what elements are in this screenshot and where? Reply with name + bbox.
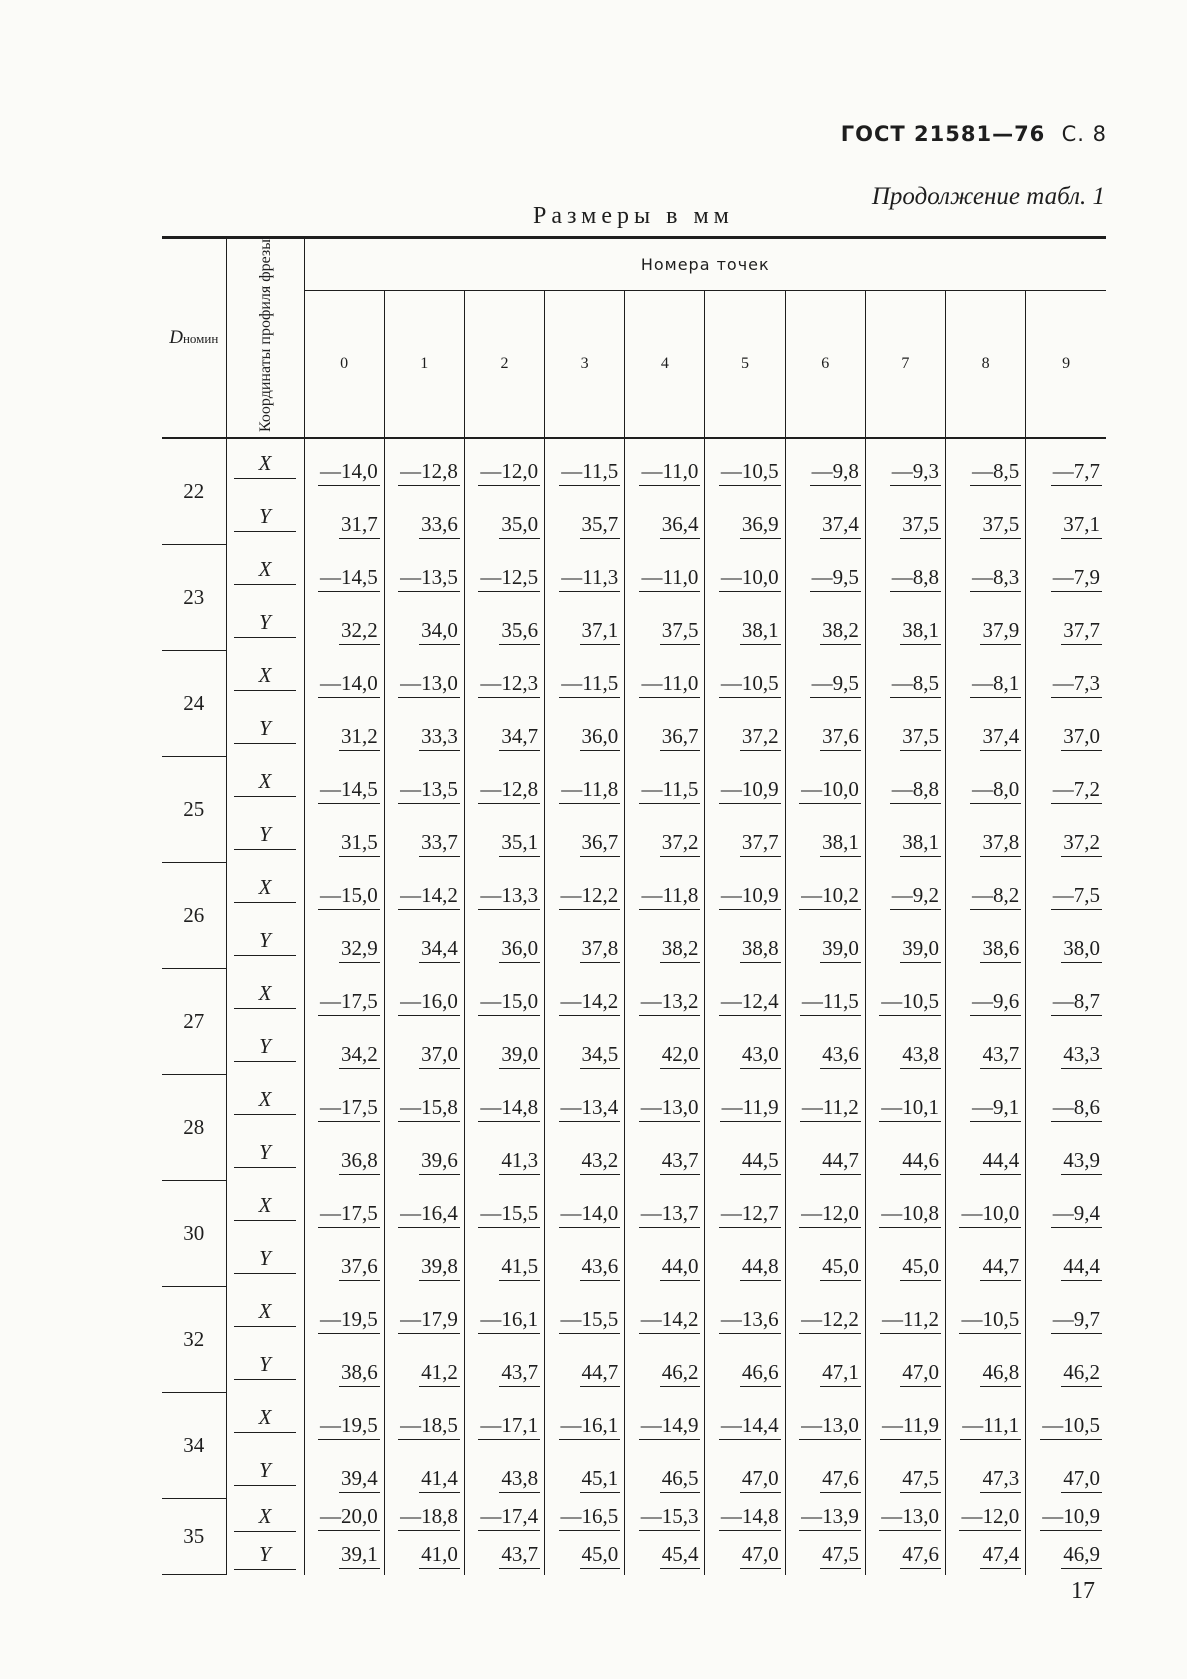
value-cell: —14,5 xyxy=(304,545,384,598)
value-cell: 38,6 xyxy=(304,1340,384,1393)
table-row xyxy=(162,863,1106,916)
value-cell: —18,5 xyxy=(384,1393,464,1446)
table-row xyxy=(162,1393,1106,1446)
value-cell: 34,4 xyxy=(384,916,464,969)
d-nominal-cell: 32 xyxy=(162,1287,226,1393)
value-cell: 47,5 xyxy=(865,1446,945,1499)
value-cell: 36,8 xyxy=(304,1128,384,1181)
value-cell: 38,2 xyxy=(785,598,865,651)
d-nominal-cell: 28 xyxy=(162,1075,226,1181)
coordinate-label-cell: X xyxy=(226,969,304,1022)
value-cell: 31,5 xyxy=(304,810,384,863)
value-cell: 38,0 xyxy=(1026,916,1106,969)
value-cell: 39,0 xyxy=(865,916,945,969)
value-cell: 44,4 xyxy=(946,1128,1026,1181)
value-cell: 37,8 xyxy=(946,810,1026,863)
value-cell: 47,4 xyxy=(946,1537,1026,1575)
value-cell: —14,2 xyxy=(545,969,625,1022)
value-cell: 47,0 xyxy=(1026,1446,1106,1499)
value-cell: —10,5 xyxy=(865,969,945,1022)
value-cell: 43,8 xyxy=(865,1022,945,1075)
value-cell: —17,5 xyxy=(304,1075,384,1128)
value-cell: 31,7 xyxy=(304,492,384,545)
value-cell: —9,7 xyxy=(1026,1287,1106,1340)
value-cell: —8,5 xyxy=(946,438,1026,492)
value-cell: —9,5 xyxy=(785,545,865,598)
value-cell: 37,5 xyxy=(865,704,945,757)
value-cell: —10,9 xyxy=(705,863,785,916)
value-cell: —12,5 xyxy=(464,545,544,598)
value-cell: —11,0 xyxy=(625,651,705,704)
value-cell: 32,9 xyxy=(304,916,384,969)
page-ref: С. 8 xyxy=(1061,122,1107,146)
value-cell: 38,2 xyxy=(625,916,705,969)
coordinate-label-cell: X xyxy=(226,1181,304,1234)
value-cell: —7,2 xyxy=(1026,757,1106,810)
value-cell: 47,6 xyxy=(865,1537,945,1575)
value-cell: —16,0 xyxy=(384,969,464,1022)
value-cell: 36,0 xyxy=(545,704,625,757)
value-cell: 37,5 xyxy=(865,492,945,545)
coordinate-label-cell: Y xyxy=(226,1234,304,1287)
value-cell: —16,1 xyxy=(464,1287,544,1340)
value-cell: —12,8 xyxy=(464,757,544,810)
value-cell: 41,4 xyxy=(384,1446,464,1499)
d-nominal-cell: 25 xyxy=(162,757,226,863)
table-row xyxy=(162,1287,1106,1340)
d-nominal-cell: 22 xyxy=(162,438,226,545)
value-cell: 47,3 xyxy=(946,1446,1026,1499)
value-cell: 35,1 xyxy=(464,810,544,863)
d-nominal-header: Dномин xyxy=(162,238,226,438)
coordinate-label-cell: Y xyxy=(226,1340,304,1393)
value-cell: 46,5 xyxy=(625,1446,705,1499)
coordinate-label-cell: X xyxy=(226,1393,304,1446)
value-cell: 43,6 xyxy=(785,1022,865,1075)
value-cell: 38,6 xyxy=(946,916,1026,969)
value-cell: —11,1 xyxy=(946,1393,1026,1446)
value-cell: —8,3 xyxy=(946,545,1026,598)
value-cell: —13,9 xyxy=(785,1499,865,1537)
value-cell: 39,0 xyxy=(464,1022,544,1075)
value-cell: 47,0 xyxy=(865,1340,945,1393)
value-cell: 39,1 xyxy=(304,1537,384,1575)
value-cell: —10,1 xyxy=(865,1075,945,1128)
value-cell: 37,4 xyxy=(785,492,865,545)
value-cell: 45,1 xyxy=(545,1446,625,1499)
value-cell: —13,0 xyxy=(625,1075,705,1128)
value-cell: —19,5 xyxy=(304,1393,384,1446)
value-cell: 37,7 xyxy=(1026,598,1106,651)
coordinate-label-cell: X xyxy=(226,1075,304,1128)
value-cell: —9,1 xyxy=(946,1075,1026,1128)
value-cell: 46,2 xyxy=(1026,1340,1106,1393)
units-caption: Размеры в мм xyxy=(533,203,734,229)
coordinate-label-cell: Y xyxy=(226,1537,304,1575)
value-cell: 38,1 xyxy=(865,810,945,863)
value-cell: —11,5 xyxy=(545,651,625,704)
value-cell: 43,7 xyxy=(625,1128,705,1181)
table-row xyxy=(162,1128,1106,1181)
value-cell: 43,0 xyxy=(705,1022,785,1075)
table-row xyxy=(162,492,1106,545)
value-cell: —9,5 xyxy=(785,651,865,704)
value-cell: 37,0 xyxy=(384,1022,464,1075)
value-cell: —10,0 xyxy=(705,545,785,598)
page-number: 17 xyxy=(1071,1578,1095,1604)
table-row xyxy=(162,598,1106,651)
value-cell: —13,7 xyxy=(625,1181,705,1234)
value-cell: 34,0 xyxy=(384,598,464,651)
value-cell: —9,3 xyxy=(865,438,945,492)
value-cell: —15,0 xyxy=(464,969,544,1022)
value-cell: —12,7 xyxy=(705,1181,785,1234)
value-cell: 43,9 xyxy=(1026,1128,1106,1181)
coordinate-header: Координаты профиля фрезы xyxy=(226,238,304,438)
table-row xyxy=(162,704,1106,757)
value-cell: —8,0 xyxy=(946,757,1026,810)
value-cell: 37,4 xyxy=(946,704,1026,757)
value-cell: —10,5 xyxy=(946,1287,1026,1340)
value-cell: —12,8 xyxy=(384,438,464,492)
point-number-header: 1 xyxy=(384,290,464,438)
value-cell: 35,7 xyxy=(545,492,625,545)
value-cell: —14,0 xyxy=(304,438,384,492)
value-cell: 36,0 xyxy=(464,916,544,969)
value-cell: 33,7 xyxy=(384,810,464,863)
value-cell: 37,0 xyxy=(1026,704,1106,757)
value-cell: 44,7 xyxy=(785,1128,865,1181)
value-cell: 36,4 xyxy=(625,492,705,545)
value-cell: 47,5 xyxy=(785,1537,865,1575)
value-cell: 46,6 xyxy=(705,1340,785,1393)
value-cell: —11,2 xyxy=(785,1075,865,1128)
value-cell: —13,6 xyxy=(705,1287,785,1340)
value-cell: 37,6 xyxy=(304,1234,384,1287)
value-cell: 36,7 xyxy=(625,704,705,757)
value-cell: —17,4 xyxy=(464,1499,544,1537)
point-number-header: 7 xyxy=(865,290,945,438)
value-cell: 46,2 xyxy=(625,1340,705,1393)
value-cell: 44,0 xyxy=(625,1234,705,1287)
point-number-header: 2 xyxy=(464,290,544,438)
coordinate-label-cell: Y xyxy=(226,598,304,651)
value-cell: —17,5 xyxy=(304,1181,384,1234)
value-cell: —15,3 xyxy=(625,1499,705,1537)
value-cell: 31,2 xyxy=(304,704,384,757)
value-cell: 47,1 xyxy=(785,1340,865,1393)
value-cell: —13,0 xyxy=(785,1393,865,1446)
coordinate-label-cell: Y xyxy=(226,1128,304,1181)
value-cell: 43,2 xyxy=(545,1128,625,1181)
value-cell: 37,2 xyxy=(625,810,705,863)
value-cell: 35,0 xyxy=(464,492,544,545)
coordinate-label-cell: X xyxy=(226,438,304,492)
value-cell: —15,5 xyxy=(545,1287,625,1340)
coordinate-label-cell: X xyxy=(226,1287,304,1340)
table-row xyxy=(162,438,1106,492)
value-cell: 37,9 xyxy=(946,598,1026,651)
table-row xyxy=(162,1340,1106,1393)
value-cell: —16,5 xyxy=(545,1499,625,1537)
value-cell: —8,6 xyxy=(1026,1075,1106,1128)
value-cell: —12,2 xyxy=(785,1287,865,1340)
standard-header xyxy=(841,122,1107,146)
value-cell: —15,5 xyxy=(464,1181,544,1234)
coordinate-label-cell: X xyxy=(226,863,304,916)
value-cell: —17,9 xyxy=(384,1287,464,1340)
table-continuation-note: Продолжение табл. 1 xyxy=(871,183,1105,210)
value-cell: 44,8 xyxy=(705,1234,785,1287)
coordinates-table xyxy=(162,236,1106,1575)
value-cell: —10,9 xyxy=(1026,1499,1106,1537)
header-row-1 xyxy=(162,238,1106,291)
point-number-header: 5 xyxy=(705,290,785,438)
table-row xyxy=(162,651,1106,704)
point-number-header: 9 xyxy=(1026,290,1106,438)
d-nominal-cell: 34 xyxy=(162,1393,226,1499)
value-cell: —14,8 xyxy=(705,1499,785,1537)
value-cell: 37,6 xyxy=(785,704,865,757)
value-cell: —13,3 xyxy=(464,863,544,916)
value-cell: —12,2 xyxy=(545,863,625,916)
d-nominal-cell: 30 xyxy=(162,1181,226,1287)
table-row xyxy=(162,916,1106,969)
value-cell: —14,9 xyxy=(625,1393,705,1446)
point-number-header: 0 xyxy=(304,290,384,438)
value-cell: —14,0 xyxy=(304,651,384,704)
value-cell: —13,0 xyxy=(865,1499,945,1537)
value-cell: —7,3 xyxy=(1026,651,1106,704)
value-cell: —13,2 xyxy=(625,969,705,1022)
value-cell: —12,3 xyxy=(464,651,544,704)
value-cell: —9,6 xyxy=(946,969,1026,1022)
value-cell: 41,0 xyxy=(384,1537,464,1575)
value-cell: 43,7 xyxy=(946,1022,1026,1075)
value-cell: 38,8 xyxy=(705,916,785,969)
value-cell: —16,1 xyxy=(545,1393,625,1446)
value-cell: —18,8 xyxy=(384,1499,464,1537)
value-cell: —13,4 xyxy=(545,1075,625,1128)
value-cell: —10,2 xyxy=(785,863,865,916)
value-cell: —11,3 xyxy=(545,545,625,598)
value-cell: 43,3 xyxy=(1026,1022,1106,1075)
value-cell: 37,1 xyxy=(1026,492,1106,545)
coordinate-label-cell: X xyxy=(226,545,304,598)
value-cell: 33,6 xyxy=(384,492,464,545)
value-cell: —12,4 xyxy=(705,969,785,1022)
value-cell: —12,0 xyxy=(785,1181,865,1234)
value-cell: 45,4 xyxy=(625,1537,705,1575)
value-cell: 37,2 xyxy=(705,704,785,757)
value-cell: 44,7 xyxy=(946,1234,1026,1287)
value-cell: —10,9 xyxy=(705,757,785,810)
table-row xyxy=(162,810,1106,863)
table-row xyxy=(162,969,1106,1022)
coordinate-label-cell: X xyxy=(226,1499,304,1537)
value-cell: —8,8 xyxy=(865,545,945,598)
d-nominal-cell: 23 xyxy=(162,545,226,651)
table-row xyxy=(162,1075,1106,1128)
d-nominal-cell: 26 xyxy=(162,863,226,969)
value-cell: —10,0 xyxy=(785,757,865,810)
value-cell: —8,2 xyxy=(946,863,1026,916)
coordinate-label-cell: X xyxy=(226,651,304,704)
coordinate-label-cell: Y xyxy=(226,704,304,757)
value-cell: 37,2 xyxy=(1026,810,1106,863)
value-cell: —11,9 xyxy=(705,1075,785,1128)
value-cell: 47,6 xyxy=(785,1446,865,1499)
value-cell: 38,1 xyxy=(705,598,785,651)
coordinate-label-cell: Y xyxy=(226,1446,304,1499)
table-row xyxy=(162,1234,1106,1287)
value-cell: —7,5 xyxy=(1026,863,1106,916)
header-row-2 xyxy=(162,290,1106,438)
value-cell: —14,2 xyxy=(625,1287,705,1340)
value-cell: —9,4 xyxy=(1026,1181,1106,1234)
value-cell: —11,5 xyxy=(625,757,705,810)
value-cell: —9,2 xyxy=(865,863,945,916)
value-cell: 43,7 xyxy=(464,1340,544,1393)
table-row xyxy=(162,1446,1106,1499)
value-cell: —10,5 xyxy=(1026,1393,1106,1446)
d-nominal-cell: 24 xyxy=(162,651,226,757)
value-cell: 43,8 xyxy=(464,1446,544,1499)
value-cell: —16,4 xyxy=(384,1181,464,1234)
value-cell: —14,5 xyxy=(304,757,384,810)
value-cell: 37,1 xyxy=(545,598,625,651)
table-row xyxy=(162,1537,1106,1575)
value-cell: 33,3 xyxy=(384,704,464,757)
value-cell: 38,1 xyxy=(865,598,945,651)
value-cell: —19,5 xyxy=(304,1287,384,1340)
value-cell: 44,4 xyxy=(1026,1234,1106,1287)
value-cell: 47,0 xyxy=(705,1537,785,1575)
value-cell: —7,7 xyxy=(1026,438,1106,492)
value-cell: 39,4 xyxy=(304,1446,384,1499)
value-cell: —15,8 xyxy=(384,1075,464,1128)
value-cell: 32,2 xyxy=(304,598,384,651)
value-cell: —15,0 xyxy=(304,863,384,916)
value-cell: —11,5 xyxy=(545,438,625,492)
value-cell: —11,8 xyxy=(545,757,625,810)
d-nominal-cell: 27 xyxy=(162,969,226,1075)
coordinate-label-cell: Y xyxy=(226,916,304,969)
value-cell: 34,2 xyxy=(304,1022,384,1075)
value-cell: 41,3 xyxy=(464,1128,544,1181)
value-cell: 36,9 xyxy=(705,492,785,545)
value-cell: 42,0 xyxy=(625,1022,705,1075)
value-cell: 39,8 xyxy=(384,1234,464,1287)
value-cell: —10,5 xyxy=(705,651,785,704)
value-cell: —10,0 xyxy=(946,1181,1026,1234)
value-cell: —11,5 xyxy=(785,969,865,1022)
table-row xyxy=(162,545,1106,598)
table-row xyxy=(162,1181,1106,1234)
value-cell: —17,1 xyxy=(464,1393,544,1446)
value-cell: 37,5 xyxy=(625,598,705,651)
d-nominal-cell: 35 xyxy=(162,1499,226,1575)
value-cell: —14,0 xyxy=(545,1181,625,1234)
value-cell: —14,8 xyxy=(464,1075,544,1128)
value-cell: 39,0 xyxy=(785,916,865,969)
value-cell: 35,6 xyxy=(464,598,544,651)
value-cell: —8,1 xyxy=(946,651,1026,704)
value-cell: —9,8 xyxy=(785,438,865,492)
value-cell: —11,0 xyxy=(625,545,705,598)
point-number-header: 8 xyxy=(946,290,1026,438)
value-cell: —11,0 xyxy=(625,438,705,492)
value-cell: 41,2 xyxy=(384,1340,464,1393)
value-cell: —11,2 xyxy=(865,1287,945,1340)
value-cell: 46,8 xyxy=(946,1340,1026,1393)
value-cell: —10,8 xyxy=(865,1181,945,1234)
value-cell: 44,7 xyxy=(545,1340,625,1393)
value-cell: 38,1 xyxy=(785,810,865,863)
table-row xyxy=(162,757,1106,810)
value-cell: 39,6 xyxy=(384,1128,464,1181)
value-cell: —11,8 xyxy=(625,863,705,916)
value-cell: —12,0 xyxy=(946,1499,1026,1537)
standard-code: ГОСТ 21581—76 xyxy=(840,122,1046,146)
value-cell: —20,0 xyxy=(304,1499,384,1537)
value-cell: —14,2 xyxy=(384,863,464,916)
value-cell: —13,0 xyxy=(384,651,464,704)
value-cell: —17,5 xyxy=(304,969,384,1022)
coordinate-label-cell: Y xyxy=(226,492,304,545)
value-cell: —12,0 xyxy=(464,438,544,492)
value-cell: 45,0 xyxy=(865,1234,945,1287)
table-row xyxy=(162,1022,1106,1075)
value-cell: 44,5 xyxy=(705,1128,785,1181)
value-cell: —8,8 xyxy=(865,757,945,810)
coordinate-label-cell: Y xyxy=(226,1022,304,1075)
value-cell: —13,5 xyxy=(384,757,464,810)
point-number-header: 6 xyxy=(785,290,865,438)
value-cell: —11,9 xyxy=(865,1393,945,1446)
point-number-header: 3 xyxy=(545,290,625,438)
value-cell: 34,5 xyxy=(545,1022,625,1075)
table-body xyxy=(162,438,1106,1575)
value-cell: —8,5 xyxy=(865,651,945,704)
value-cell: 43,6 xyxy=(545,1234,625,1287)
value-cell: 47,0 xyxy=(705,1446,785,1499)
value-cell: 43,7 xyxy=(464,1537,544,1575)
value-cell: 41,5 xyxy=(464,1234,544,1287)
value-cell: 45,0 xyxy=(545,1537,625,1575)
value-cell: 37,7 xyxy=(705,810,785,863)
value-cell: 34,7 xyxy=(464,704,544,757)
value-cell: —13,5 xyxy=(384,545,464,598)
value-cell: 37,5 xyxy=(946,492,1026,545)
coordinate-label-cell: Y xyxy=(226,810,304,863)
value-cell: 44,6 xyxy=(865,1128,945,1181)
value-cell: 37,8 xyxy=(545,916,625,969)
value-cell: 46,9 xyxy=(1026,1537,1106,1575)
point-number-header: 4 xyxy=(625,290,705,438)
value-cell: —14,4 xyxy=(705,1393,785,1446)
value-cell: —7,9 xyxy=(1026,545,1106,598)
coordinate-label-cell: X xyxy=(226,757,304,810)
value-cell: —10,5 xyxy=(705,438,785,492)
value-cell: 36,7 xyxy=(545,810,625,863)
coordinates-table-wrapper xyxy=(162,236,1106,1575)
value-cell: —8,7 xyxy=(1026,969,1106,1022)
table-row xyxy=(162,1499,1106,1537)
value-cell: 45,0 xyxy=(785,1234,865,1287)
points-header: Номера точек xyxy=(304,238,1106,291)
